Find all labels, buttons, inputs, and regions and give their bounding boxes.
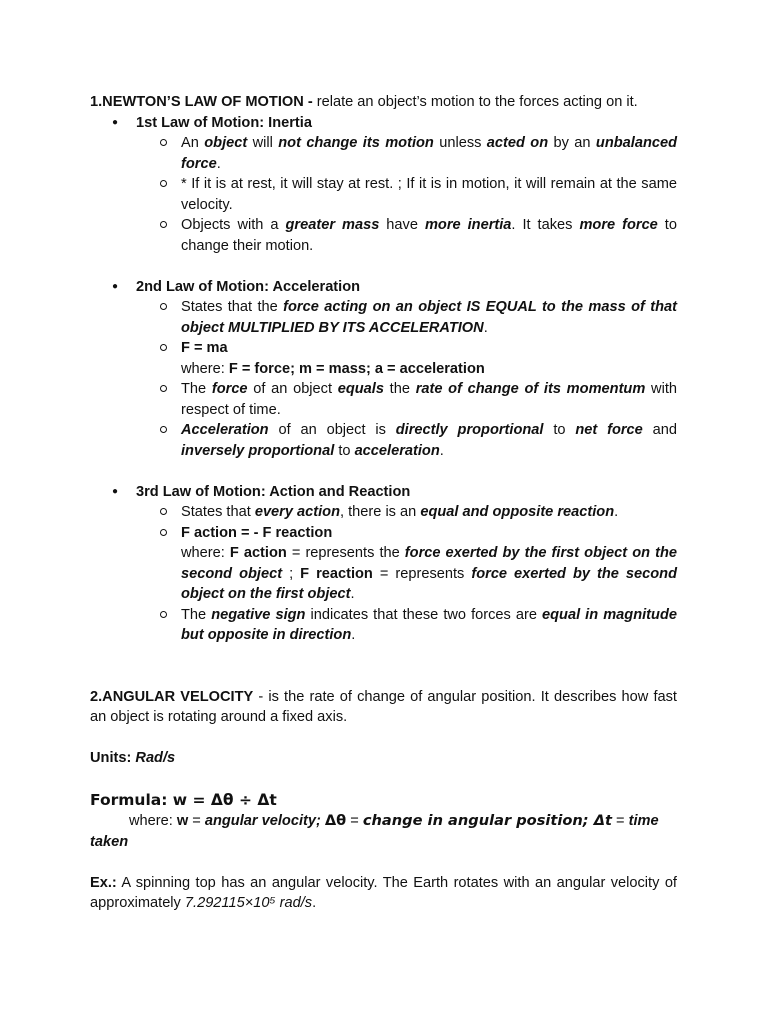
units-line: Units: Rad/s	[90, 750, 176, 766]
law-2-point-3: The force of an object equals the rate of change of its momentum with respect of time.	[136, 379, 677, 420]
law-2-point-1: States that the force acting on an object IS EQUAL to the mass of that object MULTIPLIED BY ITS ACCELERATION.	[136, 297, 677, 338]
law-3-points	[136, 502, 677, 646]
formula-action-reaction: F action = - F reaction	[181, 524, 333, 541]
law-1-point-2: * If it is at rest, it will stay at rest. ; If it is in motion, it will remain at the same velocity.	[136, 174, 677, 215]
formula-f-ma: F = ma	[181, 340, 228, 356]
document-content	[90, 92, 677, 914]
formula-where-line: where: w = angular velocity; Δθ = change in angular position; Δt = time taken	[90, 812, 659, 850]
law-3-item	[90, 482, 677, 646]
law-2-points	[136, 297, 677, 461]
law-1-point-1: An object will not change its motion unless acted on by an unbalanced force.	[136, 133, 677, 174]
law-3-point-3: The negative sign indicates that these two forces are equal in magnitude but opposite in direction.	[136, 605, 677, 646]
law-3-title: 3rd Law of Motion: Action and Reaction	[136, 483, 411, 500]
law-1-point-3: Objects with a greater mass have more inertia. It takes more force to change their motion.	[136, 215, 677, 256]
law-3-point-2: F action = - F reaction where: F action = represents the force exerted by the first object on the second object ; F reaction = represents force exerted by the second object on the first object.	[136, 523, 677, 605]
law-2-title: 2nd Law of Motion: Acceleration	[136, 278, 361, 295]
law-1-title: 1st Law of Motion: Inertia	[136, 114, 312, 131]
angular-velocity-formula: Formula: w = Δθ ÷ Δt	[90, 791, 277, 809]
law-2-item	[90, 277, 677, 462]
law-2-point-2: F = ma where: F = force; m = mass; a = acceleration	[136, 338, 677, 379]
law-1-points	[136, 133, 677, 256]
law-2-point-4: Acceleration of an object is directly proportional to net force and inversely proportional to acceleration.	[136, 420, 677, 461]
newton-laws-list	[90, 113, 677, 646]
law-3-point-1: States that every action, there is an equal and opposite reaction.	[136, 502, 677, 523]
section-heading-angular-velocity: 2.ANGULAR VELOCITY - is the rate of change of angular position. It describes how fast an object is rotating around a fixed axis.	[90, 688, 677, 725]
section-heading-newton: 1.NEWTON’S LAW OF MOTION - relate an object’s motion to the forces acting on it.	[90, 94, 638, 110]
example-paragraph: Ex.: A spinning top has an angular velocity. The Earth rotates with an angular velocity of approximately 7.292115×10⁵ rad/s.	[90, 874, 677, 911]
law-1-item	[90, 113, 677, 257]
